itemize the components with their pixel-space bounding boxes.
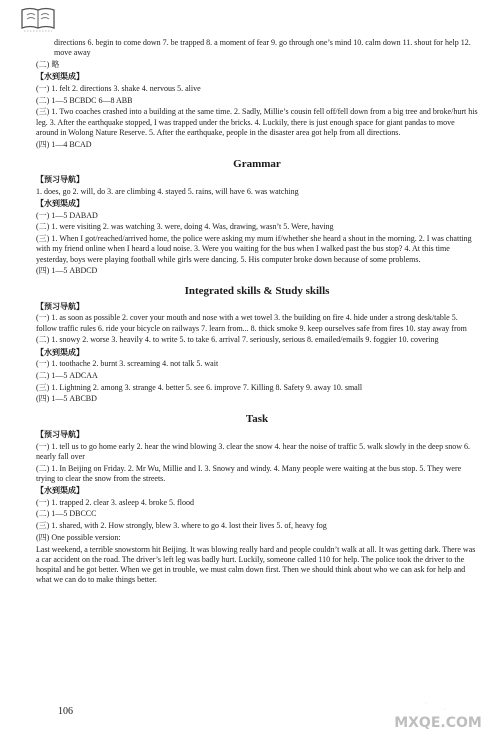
answer-line: directions 6. begin to come down 7. be trapped 8. a moment of fear 9. go through one’s mind 10. calm down 11. shout for help 12. move away xyxy=(54,38,471,58)
section-tag: 【水到渠成】 xyxy=(36,485,84,495)
answer-line: (二) 1. were visiting 2. was watching 3. were, doing 4. Was, drawing, wasn’t 5. Were, having xyxy=(36,222,334,232)
answer-line: (一) 1. as soon as possible 2. cover your mouth and nose with a wet towel 3. the building on fire 4. hide under a strong desk/table 5. follow traffic rules 6. ride your bicycle on railways 7. learn from... 8. thick smoke 9. keep ourselves safe from fires 10. stay away from xyxy=(36,313,467,333)
answer-line: (四) 1—5 ABDCD xyxy=(36,266,98,276)
answer-line: (二) 1—5 BCBDC 6—8 ABB xyxy=(36,95,133,105)
section-tag: 【预习导航】 xyxy=(36,429,84,439)
publisher-logo-icon xyxy=(18,6,58,34)
answer-line: (三) 1. shared, with 2. How strongly, blew 3. where to go 4. lost their lives 5. of, heavy fog xyxy=(36,521,327,531)
answer-line: (二) 1—5 DBCCC xyxy=(36,509,97,519)
section-title: Task xyxy=(245,412,269,425)
watermark-line1: 答案圈 xyxy=(409,692,467,714)
answer-line: (三) 1. When I got/reached/arrived home, the police were asking my mum if/whether she heard a shout in the morning. 2. I was chatting with my friend online when I heard a loud noise. 3. Were you waiting for the bus when I walked past the bus stop? 4. At this time yesterday, boys were playing football while girls were dancing. 5. His computer broke down because of some problems. xyxy=(36,234,472,264)
section-title: Grammar xyxy=(233,157,281,170)
answer-line: (四) One possible version: xyxy=(36,532,121,542)
answer-line: (三) 1. Two coaches crashed into a building at the same time. 2. Sadly, Millie’s cousin fell off/fell down from a big tree and broke/hurt his leg. 3. After the earthquake stopped, I was trapped under the bricks. 4. Luckily, there is just enough space for giant pandas to move around in Wolong Nature Reserve. 5. After the earthquake, people in the disaster area got help from all directions. xyxy=(36,107,478,137)
watermark-line2: MXQE.COM xyxy=(394,715,482,731)
answer-line: (二) 略 xyxy=(36,59,60,69)
answer-line: (二) 1. In Beijing on Friday. 2. Mr Wu, Millie and I. 3. Snowy and windy. 4. Many people were waiting at the bus stop. 5. They were trying to clear the snow from the streets. xyxy=(36,463,462,483)
answer-line: (一) 1. tell us to go home early 2. hear the wind blowing 3. clear the snow 4. hear the noise of traffic 5. walk slowly in the deep snow 6. nearly fall over xyxy=(36,441,470,461)
section-tag: 【预习导航】 xyxy=(36,301,84,311)
section-tag: 【水到渠成】 xyxy=(36,347,84,357)
watermark-logo xyxy=(384,688,492,732)
answer-line: (二) 1—5 ADCAA xyxy=(36,371,98,381)
answer-line: (二) 1. snowy 2. worse 3. heavily 4. to write 5. to take 6. arrival 7. seriously, serious 8. emailed/emails 9. foggier 10. covering xyxy=(36,335,439,345)
answer-key-content xyxy=(36,38,478,587)
answer-line: (四) 1—5 ABCBD xyxy=(36,394,97,404)
answer-line: Last weekend, a terrible snowstorm hit Beijing. It was blowing really hard and people couldn’t walk at all. It was getting dark. There was a car accident on the road. The driver’s left leg was badly hurt. Luckily, someone called 110 for help. The police took the driver to the hospital and he got better. When we get in trouble, we must calm down first. Then we should think about who we can ask for help and what we can do to make things better. xyxy=(36,544,476,585)
section-tag: 【预习导航】 xyxy=(36,174,84,184)
answer-line: (一) 1. toothache 2. burnt 3. screaming 4. not talk 5. wait xyxy=(36,359,219,369)
section-tag: 【水到渠成】 xyxy=(36,198,84,208)
page-number: 106 xyxy=(58,706,73,717)
answer-line: (一) 1. trapped 2. clear 3. asleep 4. broke 5. flood xyxy=(36,497,194,507)
answer-line: (一) 1. felt 2. directions 3. shake 4. nervous 5. alive xyxy=(36,83,201,93)
answer-line: (四) 1—4 BCAD xyxy=(36,139,92,149)
answer-line: 1. does, go 2. will, do 3. are climbing 4. stayed 5. rains, will have 6. was watching xyxy=(36,186,299,196)
answer-line: (一) 1—5 DABAD xyxy=(36,210,98,220)
section-title: Integrated skills & Study skills xyxy=(184,284,330,297)
section-tag: 【水到渠成】 xyxy=(36,72,84,82)
answer-line: (三) 1. Lightning 2. among 3. strange 4. better 5. see 6. improve 7. Killing 8. Safety 9. away 10. small xyxy=(36,382,363,392)
